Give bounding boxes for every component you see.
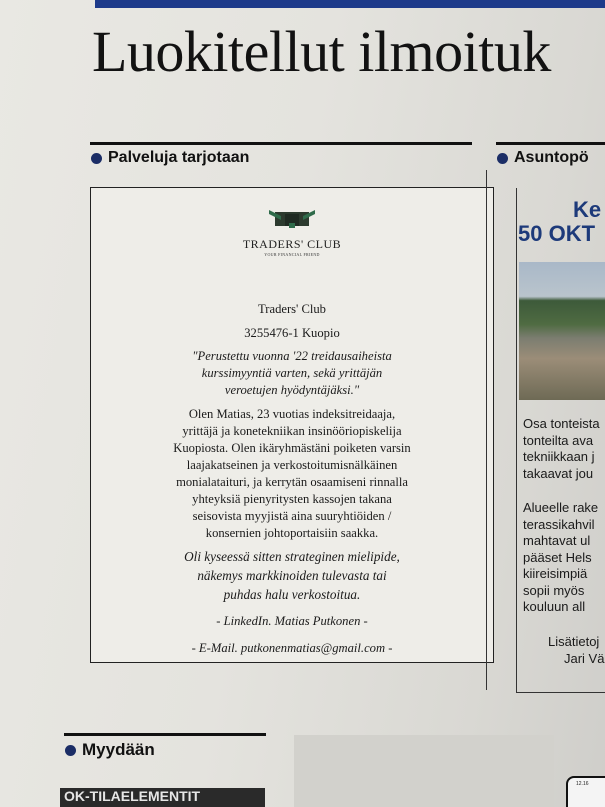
quote-line: veroetujen hyödyntäjäksi." [224,383,360,397]
quote-line: "Perustettu vuonna '22 treidausaiheista [192,349,392,363]
body-line: laajakatseinen ja verkostoitumisnälkäinen [186,458,398,472]
body-line: Kuopiosta. Olen ikäryhmästäni poiketen varsin [173,441,411,455]
phone-time: 12.16 [576,781,589,787]
body-line: yhteyksiä pienyritysten kassojen takana [192,492,392,506]
ad-closing [91,547,493,604]
quote-line: kurssimyyntiä varten, sekä yrittäjän [201,366,383,380]
housing-text-2: Alueelle rake terassikahvil mahtavat ul pääset Hels kiireisimpiä sopii myös kouluun all [523,500,599,614]
section-title-for-sale: Myydään [65,740,155,760]
bullet-icon [91,153,102,164]
lakeside-photo [519,262,605,400]
body-line: seisovista myyjistä aina suuryhtiöiden / [192,509,392,523]
ad-email: - E-Mail. putkonenmatias@gmail.com - [191,641,393,655]
ad-quote [91,348,493,399]
bottom-ad-banner: OK-TILAELEMENTIT [60,788,265,807]
closing-line: näkemys markkinoiden tulevasta tai [197,568,387,583]
classified-ad [90,187,494,663]
body-line: Olen Matias, 23 vuotias indeksitreidaaja, [188,407,396,421]
section-title-services: Palveluja tarjotaan [91,149,249,167]
ad-business-id: 3255476-1 Kuopio [244,326,340,340]
traders-club-logo [91,208,493,257]
housing-contact: Lisätietoj Jari Vä [548,634,605,666]
bullet-icon [497,153,508,164]
column-divider [486,170,487,690]
ad-body [91,406,493,542]
ad-linkedin: - LinkedIn. Matias Putkonen - [216,614,368,628]
section-rule-bottom [64,733,266,736]
section-rule-right [496,142,605,145]
housing-promo: Ke 50 OKT [518,197,602,246]
housing-text-1: Osa tonteista tonteilta ava tekniikkaan j takaavat jou [523,416,600,481]
gray-ad-block [294,735,554,807]
body-line: yrittäjä ja konetekniikan insinööriopiskelija [182,424,402,438]
phone-corner [566,776,605,807]
body-line: konsernien johtoportaisiin saakka. [205,526,379,540]
section-rule-left [90,142,472,145]
section-title-housing: Asuntopö [497,149,589,167]
closing-line: Oli kyseessä sitten strateginen mielipide, [184,549,400,564]
right-box-bottom [516,692,605,693]
top-color-bar [95,0,605,8]
logo-text: TRADERS' CLUB [242,237,342,251]
closing-line: puhdas halu verkostoitua. [223,587,361,602]
right-box-border [516,188,517,693]
logo-tagline: YOUR FINANCIAL FRIEND [264,252,320,257]
body-line: monialataituri, ja kerrytän osaamiseni rinnalla [176,475,408,489]
bull-icon [269,208,315,230]
ad-company-name: Traders' Club [258,302,326,316]
page-headline: Luokitellut ilmoituk [92,19,551,84]
bullet-icon [65,745,76,756]
